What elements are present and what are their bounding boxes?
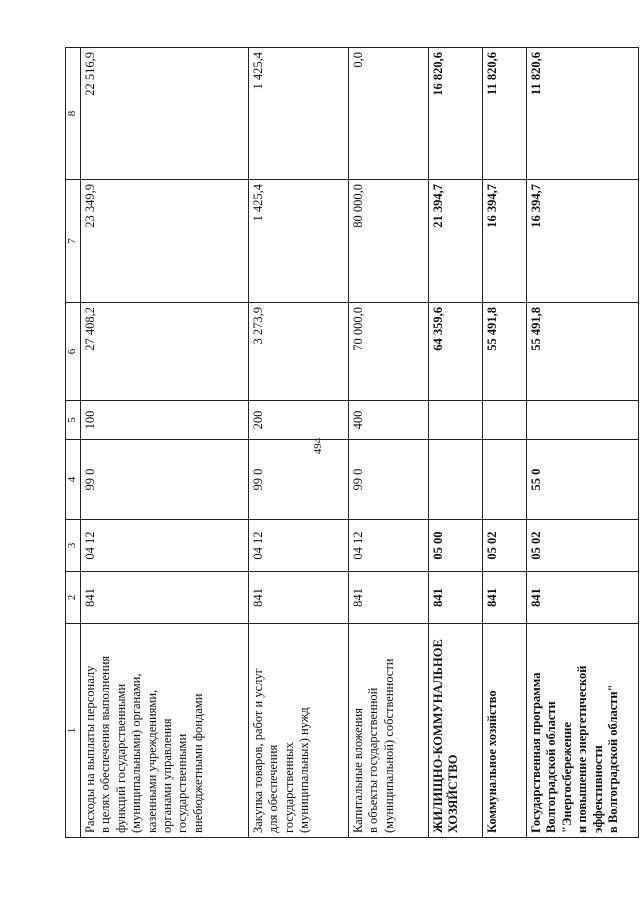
admin-code-cell: 841 (527, 572, 639, 624)
row-label (349, 624, 429, 838)
budget-table (65, 47, 639, 838)
section-code-cell: 05 02 (483, 520, 527, 572)
row-label-line: в Волгоградской области" (605, 684, 620, 833)
table-row (349, 48, 429, 838)
amount-cell: 16 820,6 (429, 48, 483, 180)
column-header: 5 (66, 401, 81, 440)
row-label-line: Государственная программа (529, 672, 543, 833)
column-header: 3 (66, 520, 81, 572)
row-label-line: казенными учреждениями, (144, 689, 159, 833)
target-code-cell: 99 0 (249, 440, 349, 520)
target-code-cell (483, 440, 527, 520)
column-header: 6 (66, 303, 81, 401)
section-code-cell: 05 00 (429, 520, 483, 572)
expense-type-cell (527, 401, 639, 440)
table-row (429, 48, 483, 838)
row-label-line: функций государственными (113, 683, 128, 833)
section-code-cell: 04 12 (249, 520, 349, 572)
admin-code-cell: 841 (429, 572, 483, 624)
target-code-cell (429, 440, 483, 520)
amount-cell: 64 359,6 (429, 303, 483, 401)
row-label-line: для обеспечения (266, 744, 281, 833)
expense-type-cell: 400 (349, 401, 429, 440)
section-code-cell: 04 12 (349, 520, 429, 572)
row-label-line: государственных (281, 742, 296, 833)
row-label (429, 624, 483, 838)
table-row (483, 48, 527, 838)
row-label-line: Волгоградской области (544, 701, 559, 833)
admin-code-cell: 841 (483, 572, 527, 624)
row-label-line: Расходы на выплаты персоналу (83, 665, 97, 833)
amount-cell: 55 491,8 (527, 303, 639, 401)
row-label (527, 624, 639, 838)
row-label-line: и повышение энергетической (575, 665, 590, 833)
row-label-line: (муниципальными) органами, (129, 673, 144, 833)
row-label-line: Капитальные вложения (351, 708, 365, 833)
admin-code-cell: 841 (249, 572, 349, 624)
amount-cell: 16 394,7 (483, 180, 527, 303)
target-code-cell: 99 0 (349, 440, 429, 520)
column-header: 7 (66, 180, 81, 303)
row-label-line: Коммунальное хозяйство (485, 690, 499, 833)
amount-cell: 1 425,4 (249, 180, 349, 303)
amount-cell: 23 349,9 (81, 180, 249, 303)
amount-cell: 3 273,9 (249, 303, 349, 401)
row-label-line: органами управления (159, 718, 174, 833)
row-label-line: эффективности (590, 745, 605, 833)
amount-cell: 1 425,4 (249, 48, 349, 180)
amount-cell: 11 820,6 (527, 48, 639, 180)
row-label (81, 624, 249, 838)
section-code-cell: 05 02 (527, 520, 639, 572)
row-label-line: Закупка товаров, работ и услуг (251, 668, 265, 833)
row-label-line: государственными (175, 733, 190, 833)
section-code-cell: 04 12 (81, 520, 249, 572)
row-label-line: внебюджетными фондами (190, 693, 205, 833)
amount-cell: 80 000,0 (349, 180, 429, 303)
expense-type-cell: 100 (81, 401, 249, 440)
amount-cell: 21 394,7 (429, 180, 483, 303)
amount-cell: 55 491,8 (483, 303, 527, 401)
amount-cell: 22 516,9 (81, 48, 249, 180)
amount-cell: 27 408,2 (81, 303, 249, 401)
row-label (249, 624, 349, 838)
row-label-line: (муниципальных) нужд (297, 707, 312, 833)
expense-type-cell (429, 401, 483, 440)
budget-table-container (65, 48, 627, 838)
page-number: 494 (312, 437, 324, 455)
row-label-line: в целях обеспечения выполнения (98, 655, 113, 833)
row-label-line: ЖИЛИЩНО-КОММУНАЛЬНОЕ (431, 639, 445, 833)
row-label-line: "Энергосбережение (559, 722, 574, 833)
column-header: 1 (66, 624, 81, 838)
row-label-line: в объекты государственной (366, 687, 381, 833)
amount-cell: 70 000,0 (349, 303, 429, 401)
admin-code-cell: 841 (349, 572, 429, 624)
row-label (483, 624, 527, 838)
column-header: 2 (66, 572, 81, 624)
row-label-line: (муниципальной) собственности (381, 658, 396, 833)
table-row (527, 48, 639, 838)
expense-type-cell: 200 (249, 401, 349, 440)
table-row (81, 48, 249, 838)
table-row (249, 48, 349, 838)
amount-cell: 0,0 (349, 48, 429, 180)
column-header: 4 (66, 440, 81, 520)
expense-type-cell (483, 401, 527, 440)
target-code-cell: 55 0 (527, 440, 639, 520)
amount-cell: 11 820,6 (483, 48, 527, 180)
amount-cell: 16 394,7 (527, 180, 639, 303)
row-label-line: ХОЗЯЙСТВО (446, 754, 461, 833)
target-code-cell: 99 0 (81, 440, 249, 520)
admin-code-cell: 841 (81, 572, 249, 624)
header-row (66, 48, 81, 838)
column-header: 8 (66, 48, 81, 180)
